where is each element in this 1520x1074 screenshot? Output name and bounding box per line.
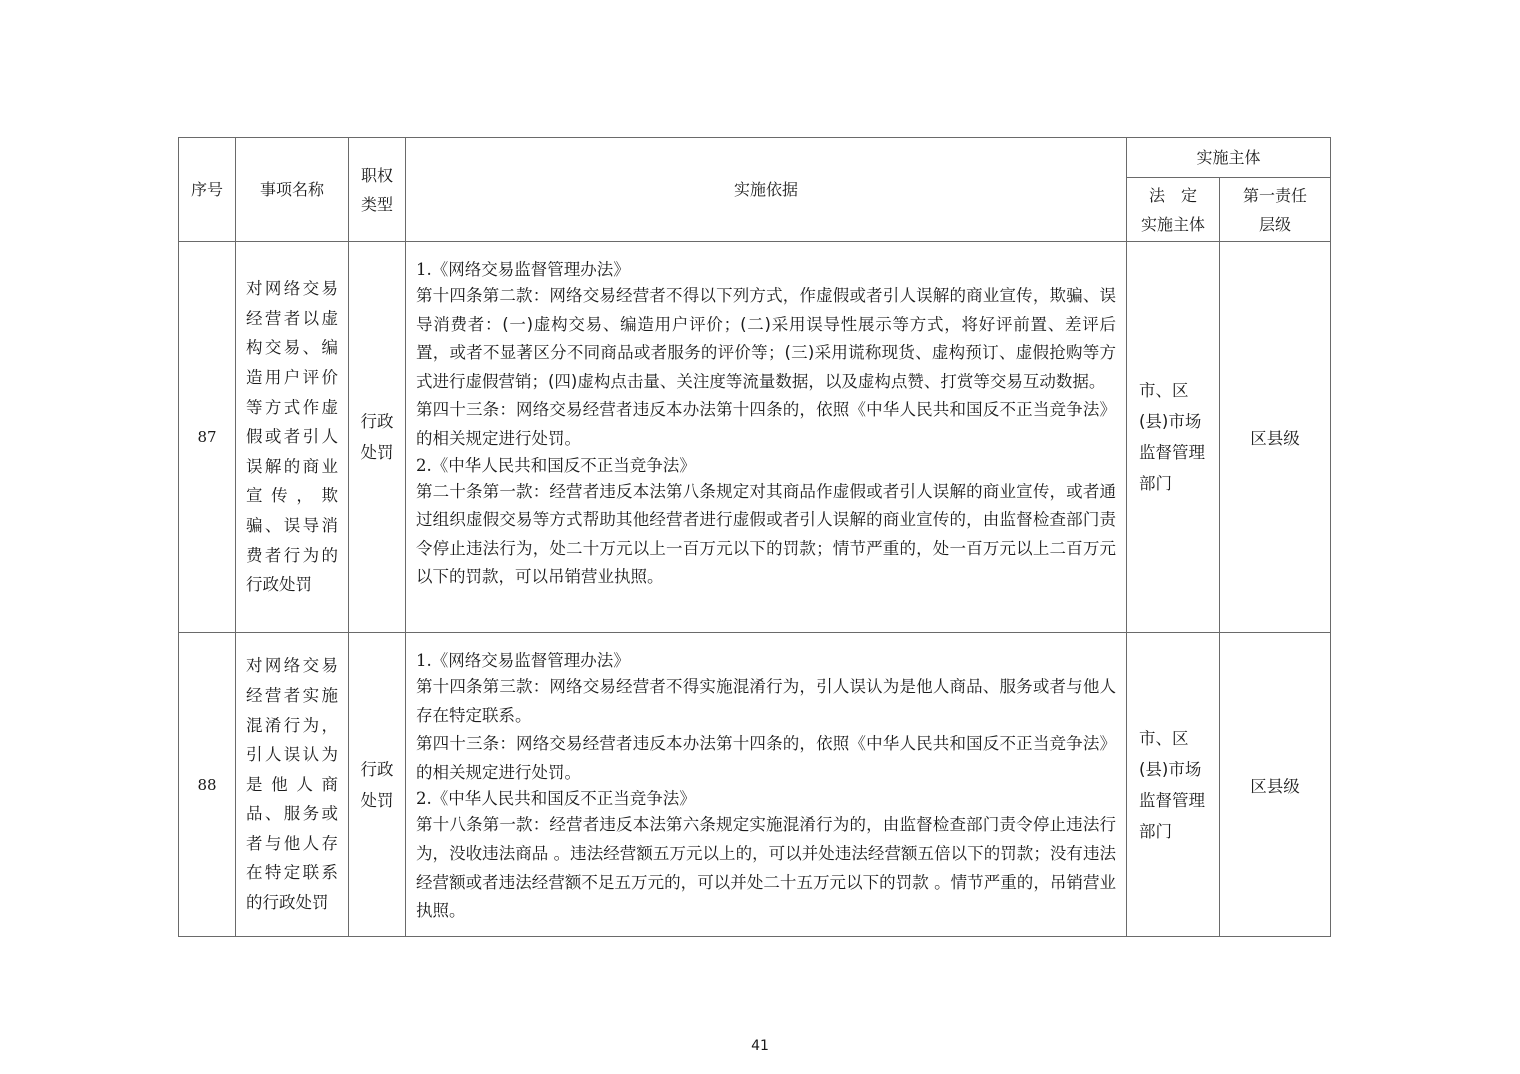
header-first-level-line1: 第一责任 xyxy=(1243,185,1308,205)
header-seq: 序号 xyxy=(179,138,236,242)
header-authority-type-line1: 职权 xyxy=(360,165,393,185)
header-legal-subject xyxy=(1127,178,1220,242)
page-number: 41 xyxy=(751,1038,769,1054)
table-row xyxy=(179,633,1331,937)
header-first-level-line2: 层级 xyxy=(1259,214,1292,234)
row-item-name: 对网络交易经营者以虚构交易、编造用户评价等方式作虚假或者引人误解的商业宣传，欺骗、误导消费者行为的行政处罚 xyxy=(236,242,349,633)
row-authority-type-line2: 处罚 xyxy=(360,790,394,810)
basis-clause: 第十四条第二款：网络交易经营者不得以下列方式，作虚假或者引人误解的商业宣传，欺骗、误导消费者：(一)虚构交易、编造用户评价；(二)采用误导性展示等方式，将好评前置、差评后置，或者不显著区分不同商品或者服务的评价等；(三)采用谎称现货、虚构预订、虚假抢购等方式进行虚假营销；(四)虚构点击量、关注度等流量数据，以及虚构点赞、打赏等交易互动数据。 xyxy=(416,286,1116,391)
basis-clause: 第十八条第一款：经营者违反本法第六条规定实施混淆行为的，由监督检查部门责令停止违法行为，没收违法商品 。违法经营额五万元以上的，可以并处违法经营额五倍以下的罚款；没有违法经营额或者违法经营额不足五万元的，可以并处二十五万元以下的罚款 。情节严重的，吊销营业执照。 xyxy=(416,815,1116,921)
basis-law-title: 1.《网络交易监督管理办法》 xyxy=(416,260,630,279)
header-legal-subject-line1: 法 定 xyxy=(1148,185,1197,205)
row-first-level: 区县级 xyxy=(1220,633,1331,937)
header-first-level xyxy=(1220,178,1331,242)
basis-clause: 第二十条第一款：经营者违反本法第八条规定对其商品作虚假或者引人误解的商业宣传，或者通过组织虚假交易等方式帮助其他经营者进行虚假或者引人误解的商业宣传的，由监督检查部门责令停止违法行为，处二十万元以上一百万元以下的罚款；情节严重的，处一百万元以上二百万元以下的罚款，可以吊销营业执照。 xyxy=(416,481,1116,587)
enforcement-items-table xyxy=(178,137,1331,937)
row-basis xyxy=(406,633,1127,937)
basis-clause: 第十四条第三款：网络交易经营者不得实施混淆行为，引人误认为是他人商品、服务或者与他人存在特定联系。 xyxy=(416,677,1116,725)
row-authority-type-line1: 行政 xyxy=(360,759,394,779)
row-authority-type xyxy=(349,242,406,633)
row-basis xyxy=(406,242,1127,633)
row-seq: 87 xyxy=(179,242,236,633)
header-legal-subject-line2: 实施主体 xyxy=(1140,214,1205,234)
header-authority-type-line2: 类型 xyxy=(360,194,393,214)
table-row xyxy=(179,242,1331,633)
basis-law-title: 1.《网络交易监督管理办法》 xyxy=(416,651,630,670)
basis-law-title: 2.《中华人民共和国反不正当竞争法》 xyxy=(416,455,696,475)
header-subject-group: 实施主体 xyxy=(1127,138,1331,178)
row-authority-type-line1: 行政 xyxy=(360,412,394,431)
row-authority-type-line2: 处罚 xyxy=(360,443,394,462)
row-legal-subject: 市、区(县)市场监督管理部门 xyxy=(1127,242,1220,633)
row-first-level: 区县级 xyxy=(1220,242,1331,633)
row-legal-subject: 市、区(县)市场监督管理部门 xyxy=(1127,633,1220,937)
header-item-name: 事项名称 xyxy=(236,138,349,242)
row-item-name: 对网络交易经营者实施混淆行为，引人误认为是他人商品、服务或者与他人存在特定联系的行政处罚 xyxy=(236,633,349,937)
basis-clause: 第四十三条：网络交易经营者违反本办法第十四条的，依照《中华人民共和国反不正当竞争法》的相关规定进行处罚。 xyxy=(416,400,1116,448)
basis-clause: 第四十三条：网络交易经营者违反本办法第十四条的，依照《中华人民共和国反不正当竞争法》的相关规定进行处罚。 xyxy=(416,734,1116,782)
row-seq: 88 xyxy=(179,633,236,937)
row-authority-type xyxy=(349,633,406,937)
header-basis: 实施依据 xyxy=(406,138,1127,242)
basis-law-title: 2.《中华人民共和国反不正当竞争法》 xyxy=(416,789,696,809)
header-authority-type xyxy=(349,138,406,242)
